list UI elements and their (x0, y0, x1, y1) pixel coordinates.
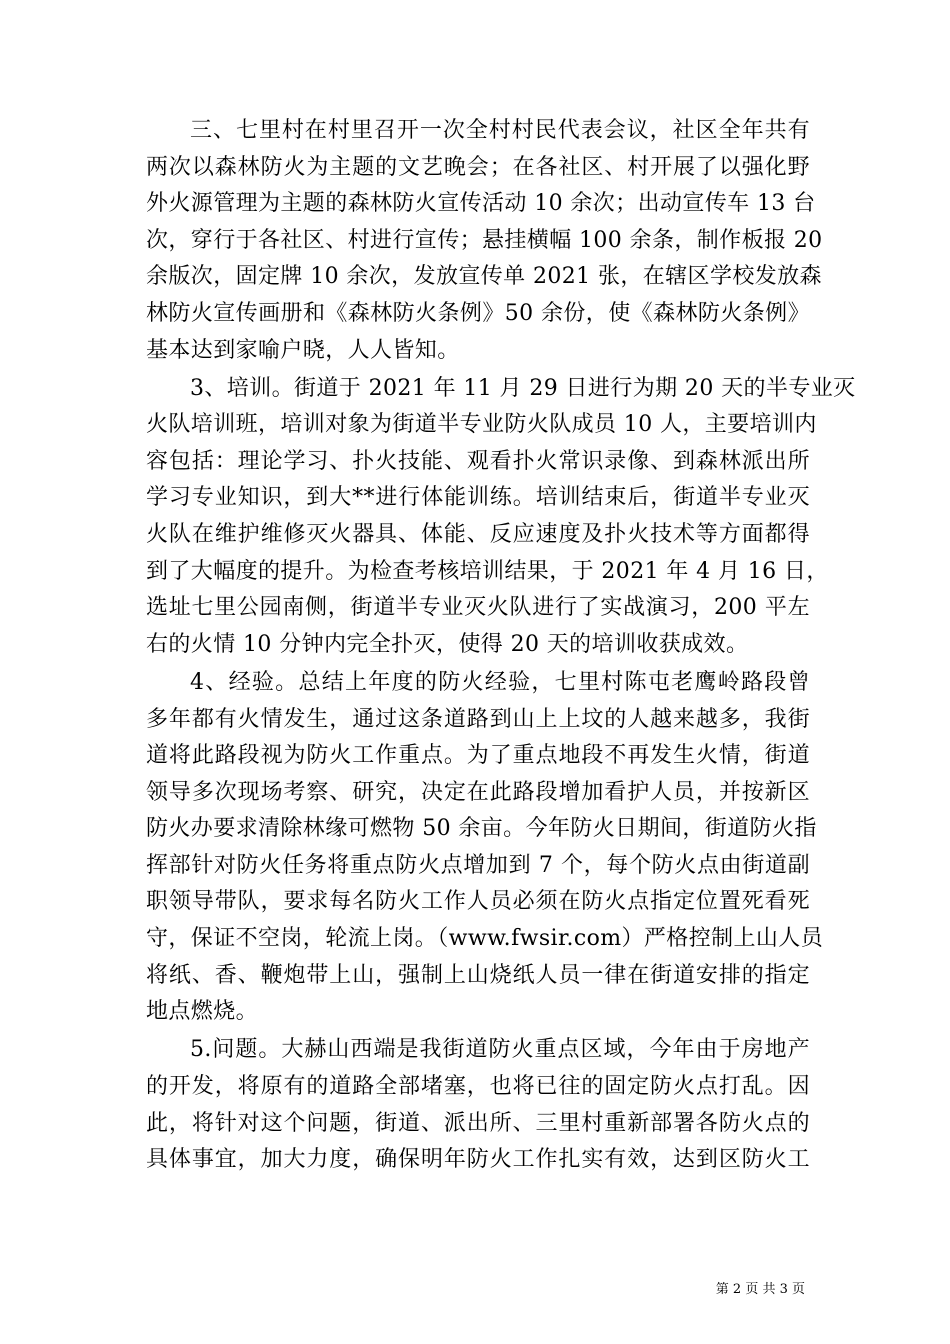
text-line: 将纸、香、鞭炮带上山，强制上山烧纸人员一律在街道安排的指定 (146, 962, 810, 988)
document-body (146, 113, 856, 1180)
page-number-footer: 第 2 页 共 3 页 (715, 1282, 805, 1297)
text-line: 基本达到家喻户晓，人人皆知。 (146, 337, 460, 363)
text-line: 道将此路段视为防火工作重点。为了重点地段不再发生火情，街道 (146, 743, 810, 769)
text-line: 余版次，固定牌 10 余次，发放宣传单 2021 张，在辖区学校发放森 (146, 264, 822, 290)
text-line: 守，保证不空岗，轮流上岗。（www.fwsir.com）严格控制上山人员 (146, 926, 824, 952)
paragraph-4 (146, 1032, 810, 1178)
text-line: 挥部针对防火任务将重点防火点增加到 7 个，每个防火点由街道副 (146, 852, 810, 878)
text-line: 火队培训班，培训对象为街道半专业防火队成员 10 人，主要培训内 (146, 412, 817, 438)
text-line: 此，将针对这个问题，街道、派出所、三里村重新部署各防火点的 (146, 1110, 810, 1136)
text-line: 学习专业知识，到大**进行体能训练。培训结束后，街道半专业灭 (146, 485, 810, 511)
text-line: 多年都有火情发生，通过这条道路到山上上坟的人越来越多，我街 (146, 706, 810, 732)
text-line: 领导多次现场考察、研究，决定在此路段增加看护人员，并按新区 (146, 779, 810, 805)
paragraph-2 (146, 371, 856, 664)
text-line: 防火办要求清除林缘可燃物 50 余亩。今年防火日期间，街道防火指 (146, 816, 817, 842)
text-line: 两次以森林防火为主题的文艺晚会；在各社区、村开展了以强化野 (146, 154, 810, 180)
text-line: 次，穿行于各社区、村进行宣传；悬挂横幅 100 余条，制作板报 20 (146, 227, 823, 253)
text-line: 容包括：理论学习、扑火技能、观看扑火常识录像、到森林派出所 (146, 448, 810, 474)
paragraph-1 (146, 113, 823, 369)
text-line: 地点燃烧。 (146, 999, 259, 1025)
text-line: 具体事宜，加大力度，确保明年防火工作扎实有效，达到区防火工 (146, 1147, 810, 1173)
text-line: 4、经验。总结上年度的防火经验，七里村陈屯老鹰岭路段曾 (190, 669, 810, 695)
text-line: 5.问题。大赫山西端是我街道防火重点区域，今年由于房地产 (190, 1037, 810, 1063)
text-line: 林防火宣传画册和《森林防火条例》50 余份，使《森林防火条例》 (146, 300, 810, 326)
text-line: 右的火情 10 分钟内完全扑灭，使得 20 天的培训收获成效。 (146, 631, 749, 657)
text-line: 火队在维护维修灭火器具、体能、反应速度及扑火技术等方面都得 (146, 522, 810, 548)
text-line: 3、培训。街道于 2021 年 11 月 29 日进行为期 20 天的半专业灭 (190, 375, 856, 401)
text-line: 到了大幅度的提升。为检查考核培训结果，于 2021 年 4 月 16 日， (146, 558, 829, 584)
text-line: 职领导带队，要求每名防火工作人员必须在防火点指定位置死看死 (146, 889, 810, 915)
text-line: 三、七里村在村里召开一次全村村民代表会议，社区全年共有 (190, 118, 810, 143)
text-line: 选址七里公园南侧，街道半专业灭火队进行了实战演习，200 平左 (146, 595, 810, 621)
paragraph-3 (146, 665, 824, 1031)
text-line: 外火源管理为主题的森林防火宣传活动 10 余次；出动宣传车 13 台 (146, 191, 816, 217)
text-line: 的开发，将原有的道路全部堵塞，也将已往的固定防火点打乱。因 (146, 1073, 810, 1099)
